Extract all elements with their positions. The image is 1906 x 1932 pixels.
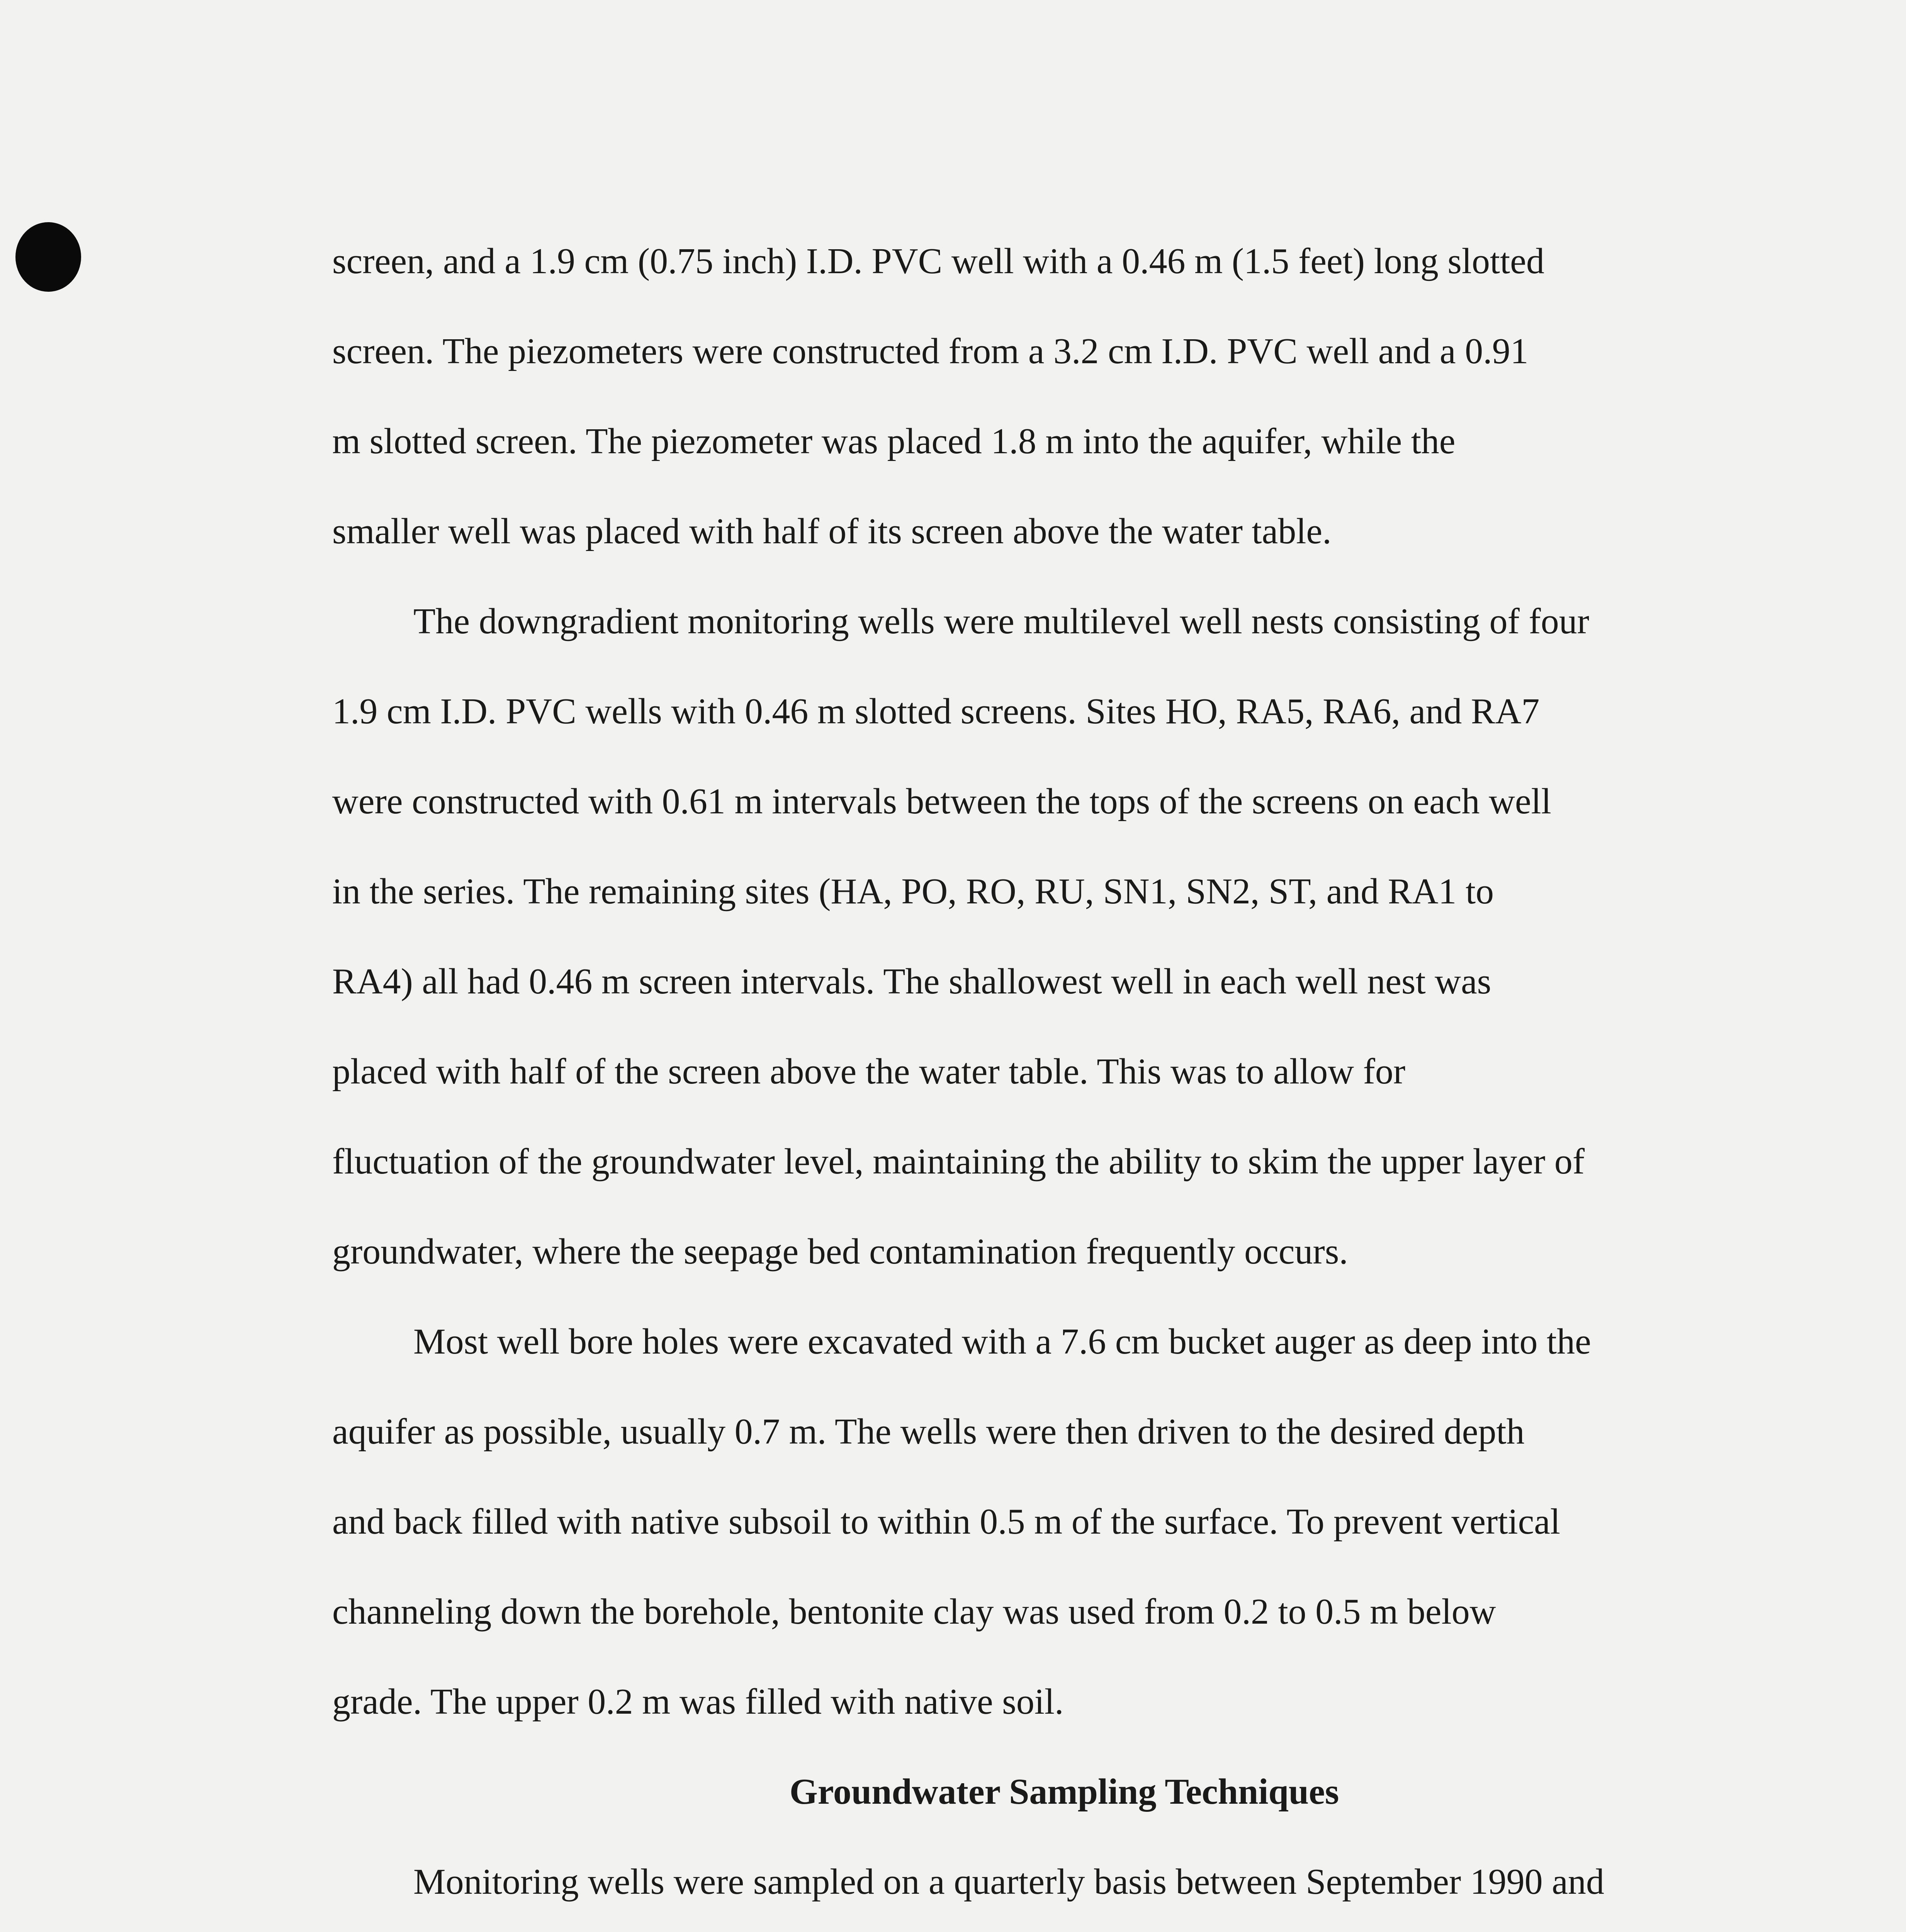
text-line: m slotted screen. The piezometer was placed 1.8 m into the aquifer, while the <box>332 421 1456 461</box>
text-line: smaller well was placed with half of its screen above the water table. <box>332 511 1332 551</box>
text-line: 1.9 cm I.D. PVC wells with 0.46 m slotted screens. Sites HO, RA5, RA6, and RA7 <box>332 691 1540 731</box>
text-line-paragraph-start: Most well bore holes were excavated with a 7.6 cm bucket auger as deep into the <box>413 1321 1591 1362</box>
text-line: aquifer as possible, usually 0.7 m. The wells were then driven to the desired depth <box>332 1412 1525 1452</box>
punch-hole-top <box>15 222 81 292</box>
text-line: grade. The upper 0.2 m was filled with native soil. <box>332 1682 1064 1722</box>
text-line-paragraph-start: The downgradient monitoring wells were multilevel well nests consisting of four <box>413 601 1589 641</box>
text-line <box>332 1927 1746 1932</box>
text-line: screen, and a 1.9 cm (0.75 inch) I.D. PVC well with a 0.46 m (1.5 feet) long slotted <box>332 241 1544 281</box>
section-heading: Groundwater Sampling Techniques <box>789 1772 1339 1812</box>
text-line: were constructed with 0.61 m intervals between the tops of the screens on each well <box>332 781 1551 821</box>
text-line-paragraph-start: Monitoring wells were sampled on a quarterly basis between September 1990 and <box>413 1862 1604 1902</box>
text-line: fluctuation of the groundwater level, maintaining the ability to skim the upper layer of <box>332 1141 1585 1182</box>
text-line: channeling down the borehole, bentonite clay was used from 0.2 to 0.5 m below <box>332 1592 1496 1632</box>
text-line: placed with half of the screen above the water table. This was to allow for <box>332 1051 1406 1092</box>
text-line: and back filled with native subsoil to within 0.5 m of the surface. To prevent vertical <box>332 1502 1561 1542</box>
text-line: screen. The piezometers were constructed from a 3.2 cm I.D. PVC well and a 0.91 <box>332 331 1529 371</box>
text-line: groundwater, where the seepage bed contamination frequently occurs. <box>332 1231 1348 1272</box>
body-text <box>332 216 1746 1932</box>
text-line: RA4) all had 0.46 m screen intervals. The shallowest well in each well nest was <box>332 961 1492 1002</box>
text-line: in the series. The remaining sites (HA, PO, RO, RU, SN1, SN2, ST, and RA1 to <box>332 871 1494 912</box>
